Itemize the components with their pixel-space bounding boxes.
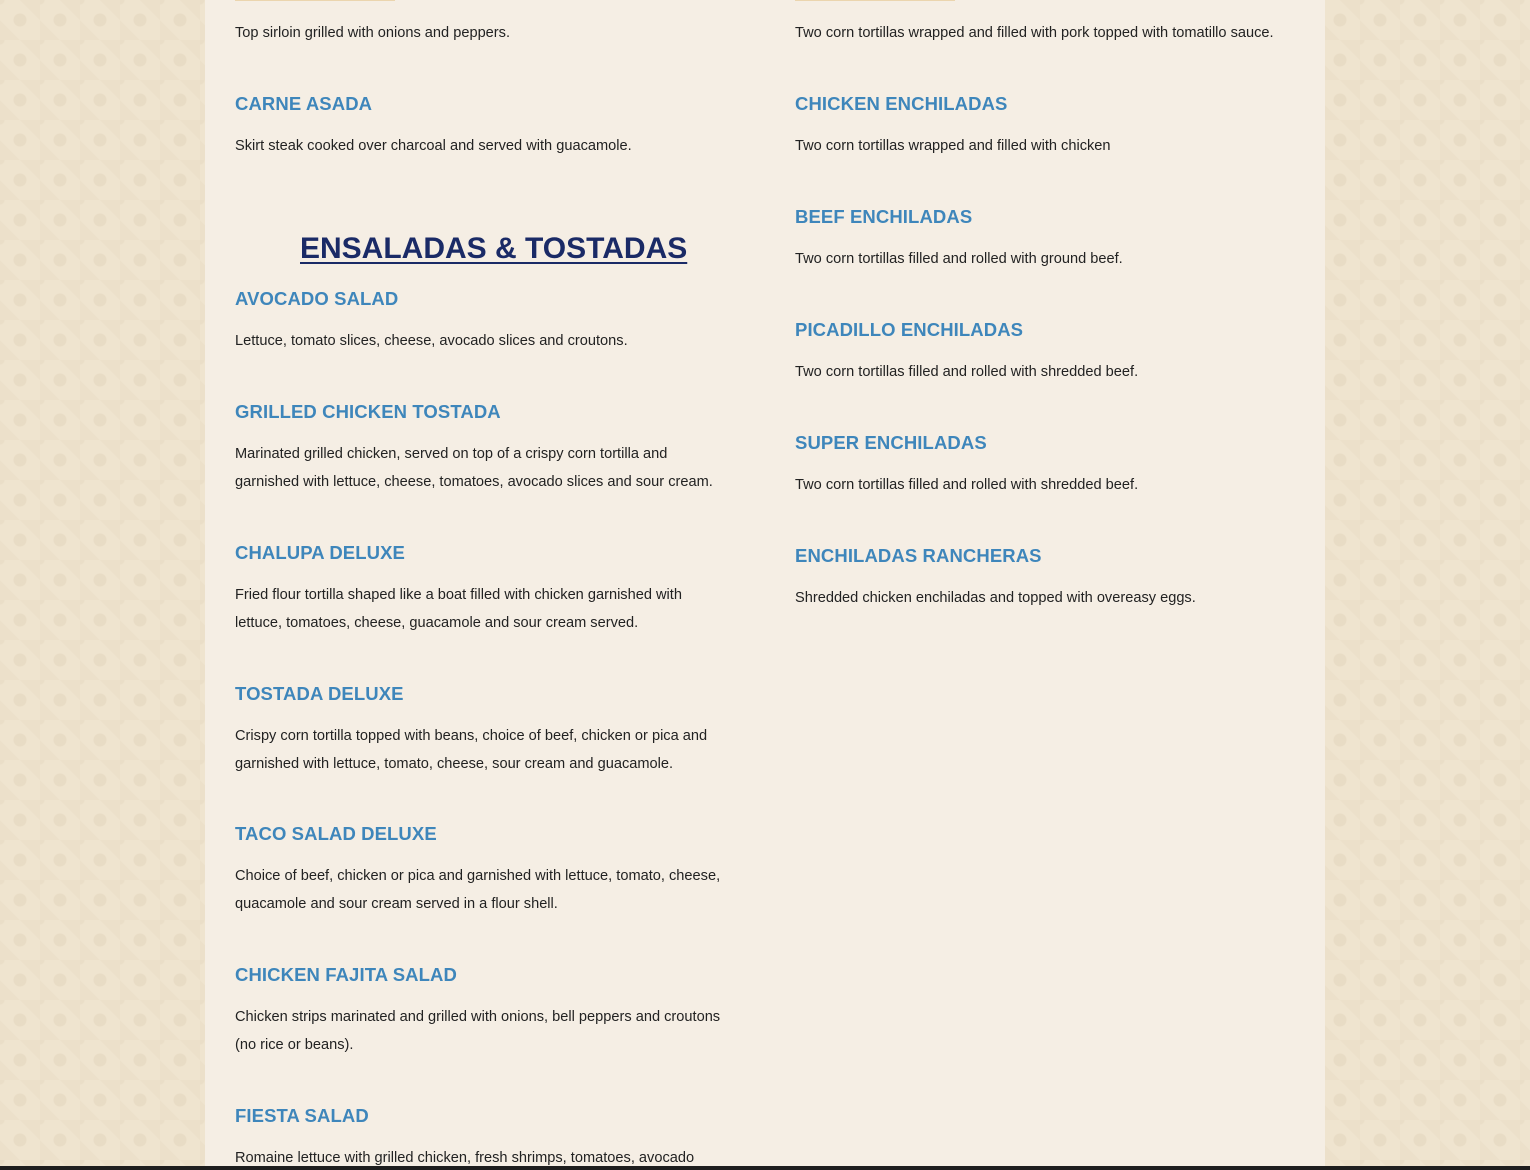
desc-line: Fried flour tortilla shaped like a boat filled with chicken garnished with — [235, 587, 682, 603]
item-description: Shredded chicken enchiladas and topped with overeasy eggs. — [795, 590, 1196, 606]
desc-line: (no rice or beans). — [235, 1036, 354, 1053]
menu-item-title: SUPER ENCHILADAS — [795, 432, 987, 453]
desc-line: garnished with lettuce, cheese, tomatoes, avocado slices and sour cream. — [235, 473, 713, 490]
menu-item-title: CHICKEN FAJITA SALAD — [235, 964, 457, 985]
desc-line: Crispy corn tortilla topped with beans, choice of beef, chicken or pica and — [235, 728, 708, 744]
item-description — [235, 441, 745, 497]
menu-item-title: CHICKEN ENCHILADAS — [795, 93, 1008, 114]
desc-line: Marinated grilled chicken, served on top of a crispy corn tortilla and — [235, 446, 668, 462]
menu-item-title: CARNE ASADA — [235, 93, 373, 114]
item-description — [235, 863, 745, 919]
menu-page — [205, 0, 1325, 1167]
desc-line: lettuce, tomatoes, cheese, guacamole and sour cream served. — [235, 614, 639, 631]
menu-item-title: BEEF ENCHILADAS — [795, 206, 973, 227]
item-description: Top sirloin grilled with onions and peppers. — [235, 25, 511, 41]
desc-line: Romaine lettuce with grilled chicken, fresh shrimps, tomatoes, avocado — [235, 1150, 695, 1166]
menu-item-title: GRILLED CHICKEN TOSTADA — [235, 401, 501, 422]
menu-item-title: ENCHILADAS RANCHERAS — [795, 545, 1042, 566]
item-description: Two corn tortillas filled and rolled with shredded beef. — [795, 364, 1139, 380]
menu-item-title: PICADILLO ENCHILADAS — [795, 319, 1024, 340]
desc-line: quacamole and sour cream served in a flour shell. — [235, 895, 558, 912]
item-description: Two corn tortillas filled and rolled with shredded beef. — [795, 477, 1139, 493]
item-description: Lettuce, tomato slices, cheese, avocado slices and croutons. — [235, 333, 628, 349]
menu-item-title: TOSTADA DELUXE — [235, 683, 404, 704]
item-description — [235, 1004, 745, 1060]
desc-line: Chicken strips marinated and grilled with onions, bell peppers and croutons — [235, 1009, 721, 1025]
cut-off-item-title — [235, 0, 395, 1]
item-description: Two corn tortillas wrapped and filled with pork topped with tomatillo sauce. — [795, 25, 1274, 41]
item-description: Skirt steak cooked over charcoal and served with guacamole. — [235, 138, 632, 154]
menu-item-title: CHALUPA DELUXE — [235, 542, 405, 563]
item-description: Two corn tortillas wrapped and filled with chicken — [795, 138, 1111, 154]
desc-line: Choice of beef, chicken or pica and garnished with lettuce, tomato, cheese, — [235, 868, 721, 884]
section-title: ENSALADAS & TOSTADAS — [300, 232, 688, 265]
menu-item-title: TACO SALAD DELUXE — [235, 823, 437, 844]
item-description: Two corn tortillas filled and rolled with ground beef. — [795, 251, 1123, 267]
bottom-border — [0, 1166, 1530, 1170]
menu-item-title: FIESTA SALAD — [235, 1105, 369, 1126]
item-description — [235, 723, 745, 779]
cut-off-item-title — [795, 0, 955, 1]
menu-item-title: AVOCADO SALAD — [235, 288, 399, 309]
item-description — [235, 582, 745, 638]
desc-line: garnished with lettuce, tomato, cheese, sour cream and guacamole. — [235, 755, 674, 772]
